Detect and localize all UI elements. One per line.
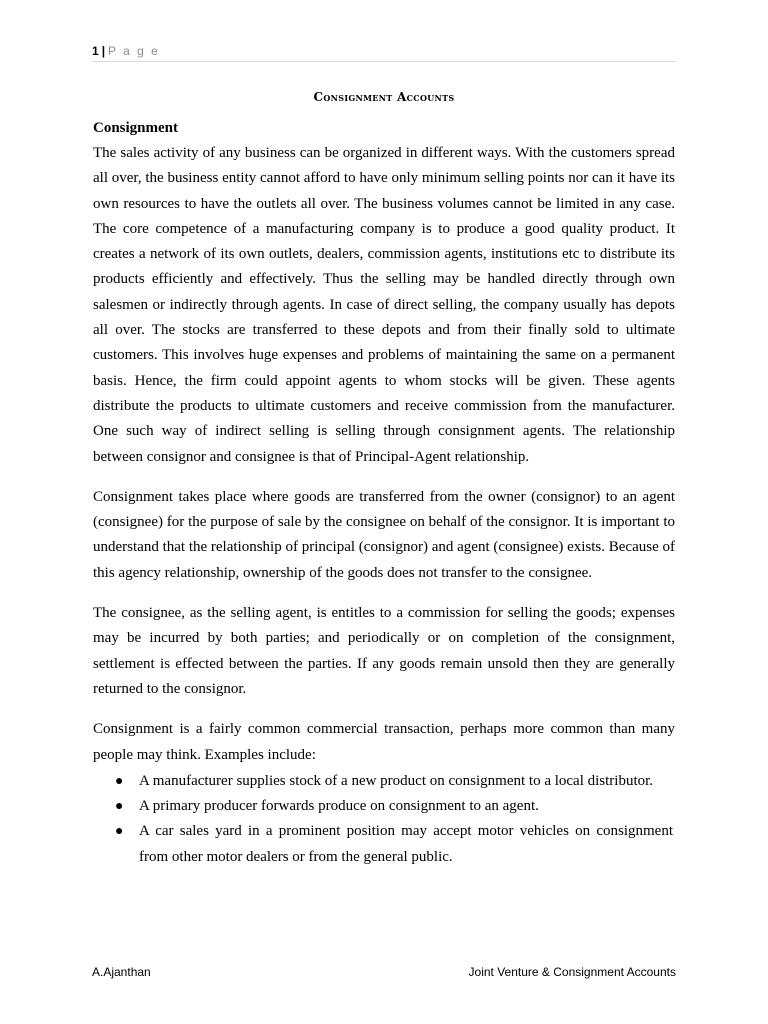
list-item-text: A manufacturer supplies stock of a new product on consignment to a local distributor.	[139, 772, 654, 789]
bullet-icon: ●	[115, 824, 124, 840]
footer-subject: Joint Venture & Consignment Accounts	[468, 965, 676, 979]
document-title: Consignment Accounts	[313, 90, 455, 104]
list-item-text: A car sales yard in a prominent position may accept motor vehicles on consignment from other motor dealers or from the general public.	[139, 823, 673, 865]
list-item	[115, 819, 675, 870]
document-body	[93, 88, 675, 870]
page-footer	[92, 963, 676, 981]
section-heading: Consignment	[93, 120, 179, 136]
paragraph-definition: Consignment takes place where goods are transferred from the owner (consignor) to an agent (consignee) for the purpose of sale by the consignee on behalf of the consignor. It is important to understand that the relationship of principal (consignor) and agent (consignee) exists. Because of this agency relationship, ownership of the goods does not transfer to the consignee.	[93, 488, 675, 581]
paragraph-intro: The sales activity of any business can be organized in different ways. With the customers spread all over, the business entity cannot afford to have only minimum selling points nor can it have its own resources to have the outlets all over. The business volumes cannot be limited in any case. The core competence of a manufacturing company is to produce a good quality product. It creates a network of its own outlets, dealers, commission agents, institutions etc to distribute its products efficiently and effectively. Thus the selling may be handled directly through own salesmen or indirectly through agents. In case of direct selling, the company usually has depots all over. The stocks are transferred to these depots and from their finally sold to ultimate customers. This involves huge expenses and problems of maintaining the same on a permanent basis. Hence, the firm could appoint agents to whom stocks will be given. These agents distribute the products to ultimate customers and receive commission from the manufacturer. One such way of indirect selling is selling through consignment agents. The relationship between consignor and consignee is that of Principal-Agent relationship.	[93, 145, 675, 465]
bullet-icon: ●	[115, 799, 124, 815]
footer-author: A.Ajanthan	[92, 965, 151, 979]
page-number-separator: |	[101, 44, 106, 58]
page-label: P a g e	[108, 44, 160, 58]
list-item-text: A primary producer forwards produce on consignment to an agent.	[139, 798, 539, 815]
paragraph-consignee-role: The consignee, as the selling agent, is entitles to a commission for selling the goods; expenses may be incurred by both parties; and periodically or on completion of the consignment, settlement is effected between the parties. If any goods remain unsold then they are generally returned to the consignor.	[93, 605, 675, 697]
examples-list	[93, 769, 675, 870]
page-header	[92, 43, 676, 62]
list-item	[115, 769, 675, 794]
bullet-icon: ●	[115, 773, 124, 789]
page-number: 1	[92, 44, 99, 58]
list-item	[115, 794, 675, 819]
paragraph-examples-intro: Consignment is a fairly common commercial transaction, perhaps more common than many people may think. Examples include:	[93, 721, 675, 763]
